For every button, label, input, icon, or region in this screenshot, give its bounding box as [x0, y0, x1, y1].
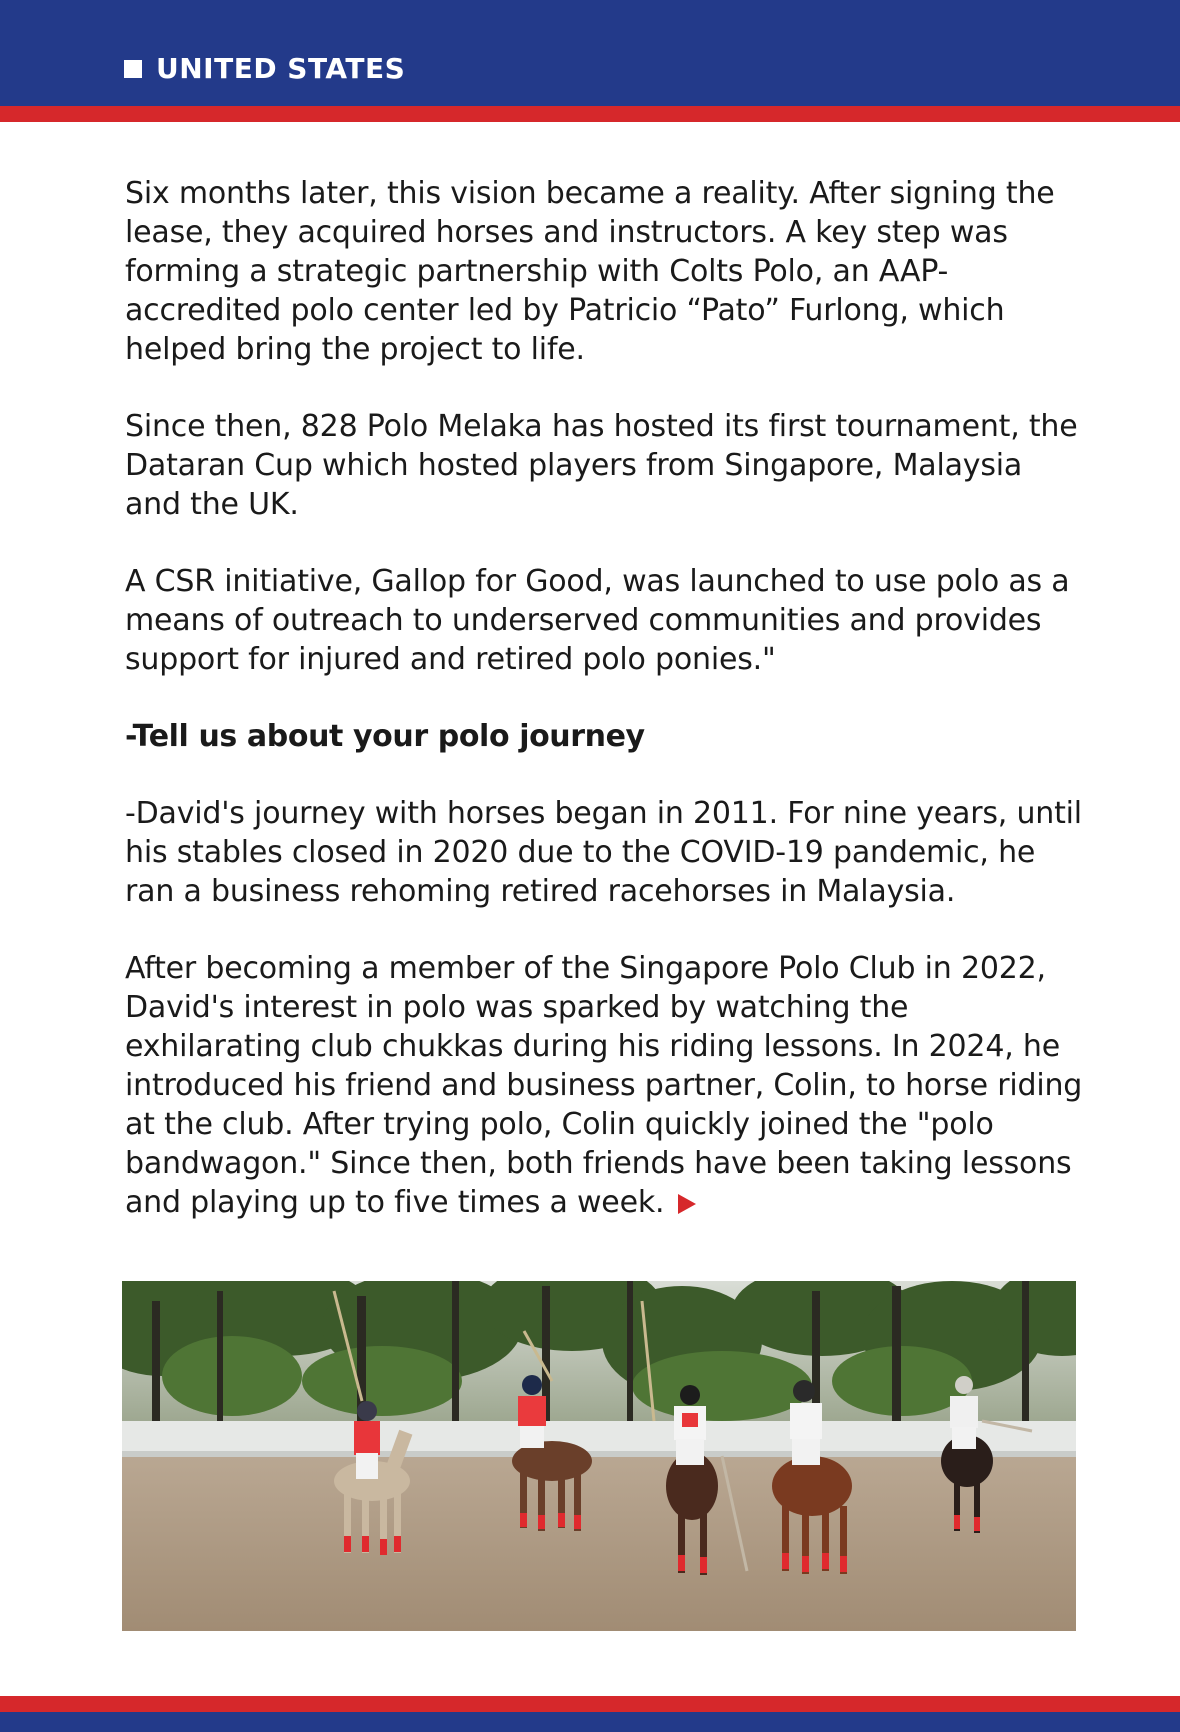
section-label-text: UNITED STATES	[156, 52, 406, 85]
section-label	[124, 52, 405, 85]
triangle-right-icon	[678, 1194, 696, 1214]
footer-band	[0, 1712, 1180, 1732]
polo-players-photo	[122, 1281, 1076, 1631]
paragraph: -David's journey with horses began in 2011. For nine years, until his stables closed in 2020 due to the COVID-19 pandemic, he ran a business rehoming retired racehorses in Malaysia.	[125, 796, 1082, 909]
square-bullet-icon	[124, 60, 142, 78]
paragraph: Six months later, this vision became a reality. After signing the lease, they acquired horses and instructors. A key step was forming a strategic partnership with Colts Polo, an AAP-accredited polo center led by Patricio “Pato” Furlong, which helped bring the project to life.	[125, 176, 1055, 367]
header-stripe	[0, 106, 1180, 122]
paragraph: Since then, 828 Polo Melaka has hosted its first tournament, the Dataran Cup which hosted players from Singapore, Malaysia and the UK.	[125, 409, 1078, 522]
paragraph-last	[125, 949, 1085, 1222]
paragraph-text: After becoming a member of the Singapore Polo Club in 2022, David's interest in polo was sparked by watching the exhilarating club chukkas during his riding lessons. In 2024, he introduced his friend and business partner, Colin, to horse riding at the club. After trying polo, Colin quickly joined the "polo bandwagon." Since then, both friends have been taking lessons and playing up to five times a week.	[125, 951, 1083, 1220]
section-heading: -Tell us about your polo journey	[125, 719, 645, 754]
footer-stripe	[0, 1696, 1180, 1712]
paragraph: A CSR initiative, Gallop for Good, was launched to use polo as a means of outreach to underserved communities and provides support for injured and retired polo ponies."	[125, 564, 1070, 677]
article-body	[125, 174, 1085, 1260]
